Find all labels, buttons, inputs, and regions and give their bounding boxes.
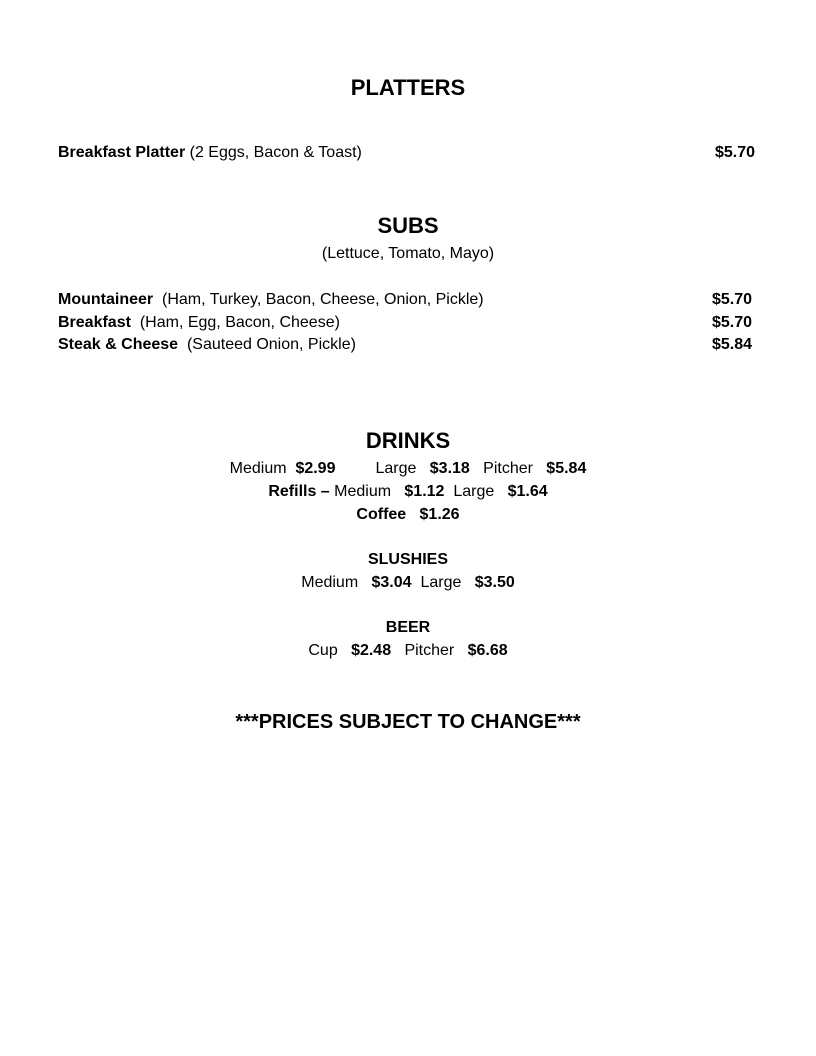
menu-item-mountaineer bbox=[58, 290, 752, 310]
item-name: Breakfast Platter bbox=[58, 144, 186, 161]
slushie-medium-price: $3.04 bbox=[371, 574, 412, 591]
size-price: $5.84 bbox=[546, 460, 587, 477]
size-price: $2.99 bbox=[295, 460, 336, 477]
slushies-line bbox=[0, 573, 816, 593]
beer-pitcher-label: Pitcher bbox=[404, 642, 455, 659]
slushie-medium-label: Medium bbox=[301, 574, 359, 591]
slushie-large-label: Large bbox=[420, 574, 462, 591]
item-name: Steak & Cheese bbox=[58, 336, 179, 353]
item-name: Breakfast bbox=[58, 314, 131, 331]
item-name: Mountaineer bbox=[58, 291, 154, 308]
refill-large-price: $1.64 bbox=[507, 483, 548, 500]
beer-cup-label: Cup bbox=[308, 642, 338, 659]
coffee-label: Coffee bbox=[356, 506, 407, 523]
beer-heading: BEER bbox=[385, 619, 431, 636]
coffee-price: $1.26 bbox=[419, 506, 460, 523]
slushies-heading: SLUSHIES bbox=[367, 551, 448, 568]
drinks-heading: DRINKS bbox=[365, 428, 451, 453]
item-price: $5.70 bbox=[714, 144, 755, 161]
menu-item-breakfast-platter bbox=[58, 143, 755, 163]
refills-label: Refills – bbox=[268, 483, 330, 500]
item-description: (2 Eggs, Bacon & Toast) bbox=[189, 144, 362, 161]
item-description: (Sauteed Onion, Pickle) bbox=[186, 336, 356, 353]
subs-heading: SUBS bbox=[377, 213, 439, 238]
item-price: $5.84 bbox=[711, 336, 752, 353]
size-label: Large bbox=[375, 460, 417, 477]
size-price: $3.18 bbox=[429, 460, 470, 477]
drinks-sizes-line bbox=[0, 459, 816, 479]
slushie-large-price: $3.50 bbox=[474, 574, 515, 591]
menu-item-breakfast-sub bbox=[58, 313, 752, 333]
drinks-refills-line bbox=[0, 482, 816, 502]
drinks-coffee-line bbox=[0, 505, 816, 525]
item-price: $5.70 bbox=[711, 291, 752, 308]
item-description: (Ham, Egg, Bacon, Cheese) bbox=[139, 314, 340, 331]
item-description: (Ham, Turkey, Bacon, Cheese, Onion, Pickle) bbox=[162, 291, 484, 308]
beer-pitcher-price: $6.68 bbox=[467, 642, 508, 659]
item-price: $5.70 bbox=[711, 314, 752, 331]
size-label: Pitcher bbox=[483, 460, 533, 477]
menu-item-steak-cheese bbox=[58, 335, 752, 355]
subs-subtitle: (Lettuce, Tomato, Mayo) bbox=[321, 245, 495, 262]
beer-cup-price: $2.48 bbox=[351, 642, 392, 659]
price-notice: ***PRICES SUBJECT TO CHANGE*** bbox=[235, 711, 581, 733]
refill-large-label: Large bbox=[453, 483, 495, 500]
size-label: Medium bbox=[229, 460, 287, 477]
beer-line bbox=[0, 641, 816, 661]
refill-medium-label: Medium bbox=[334, 483, 392, 500]
refill-medium-price: $1.12 bbox=[404, 483, 445, 500]
platters-heading: PLATTERS bbox=[350, 75, 466, 100]
